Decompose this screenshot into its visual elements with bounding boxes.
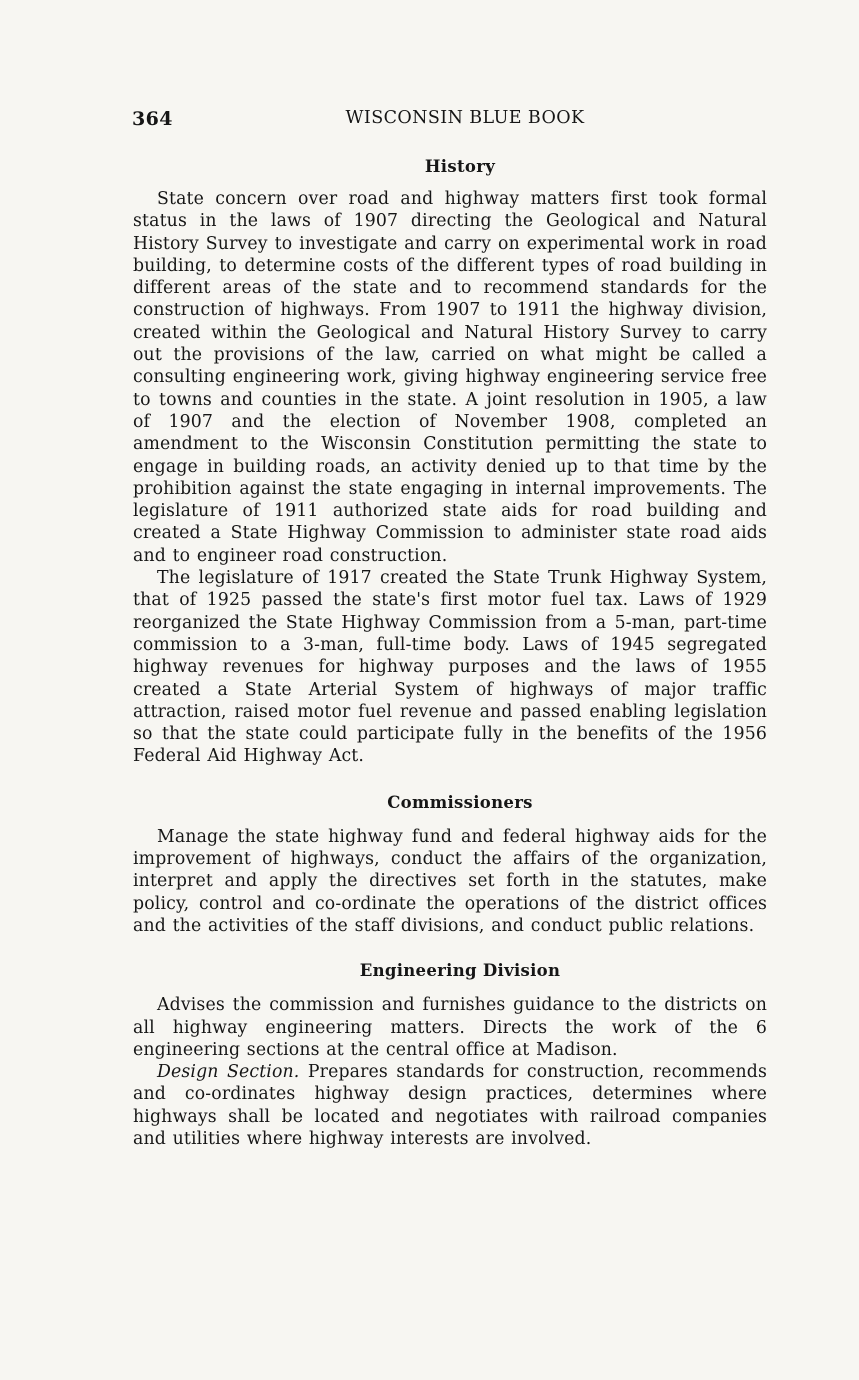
commissioners-heading: Commissioners — [387, 792, 533, 812]
running-head — [133, 108, 767, 134]
design-section-text: Prepares standards for construction, recommends and co-ordinates highway design practices, determines where highways shall be located and negotiates with railroad companies and utilities where highway interests are involved. — [133, 1062, 767, 1149]
engineering-division-heading: Engineering Division — [359, 961, 561, 981]
page-number: 364 — [132, 108, 173, 130]
design-section-lead-in: Design Section. — [157, 1062, 300, 1083]
engineering-division-paragraph: Advises the commission and furnishes guidance to the districts on all highway engineering matters. Directs the work of the 6 engineering sections at the central office at Madison. — [133, 995, 767, 1060]
running-title: WISCONSIN BLUE BOOK — [345, 108, 585, 128]
history-heading: History — [424, 157, 496, 176]
commissioners-paragraph: Manage the state highway fund and federal highway aids for the improvement of highways, conduct the affairs of the organization, interpret and apply the directives set forth in the statutes, make policy, control and co-ordinate the operations of the district offices and the activities of the staff divisions, and conduct public relations. — [133, 826, 767, 936]
book-page — [133, 108, 767, 1150]
design-section-paragraph — [133, 1061, 767, 1150]
history-paragraph-1: State concern over road and highway matters first took formal status in the laws of 1907 directing the Geological and Natural History Survey to investigate and carry on experimental work in road building, to determine costs of the different types of road building in different areas of the state and to recommend standards for the construction of highways. From 1907 to 1911 the highway division, created within the Geological and Natural History Survey to carry out the provisions of the law, carried on what might be called a consulting engineering work, giving highway engineering service free to towns and counties in the state. A joint resolution in 1905, a law of 1907 and the election of November 1908, completed an amendment to the Wisconsin Constitution permitting the state to engage in building roads, an activity denied up to that time by the prohibition against the state engaging in internal improvements. The legislature of 1911 authorized state aids for road building and created a State Highway Commission to administer state road aids and to engineer road construction. — [133, 189, 767, 566]
history-paragraph-2: The legislature of 1917 created the State Trunk Highway System, that of 1925 passed the state's first motor fuel tax. Laws of 1929 reorganized the State Highway Commission from a 5-man, part-time commission to a 3-man, full-time body. Laws of 1945 segregated highway revenues for highway purposes and the laws of 1955 created a State Arterial System of highways of major traffic attraction, raised motor fuel revenue and passed enabling legislation so that the state could participate fully in the benefits of the 1956 Federal Aid Highway Act. — [133, 568, 767, 767]
